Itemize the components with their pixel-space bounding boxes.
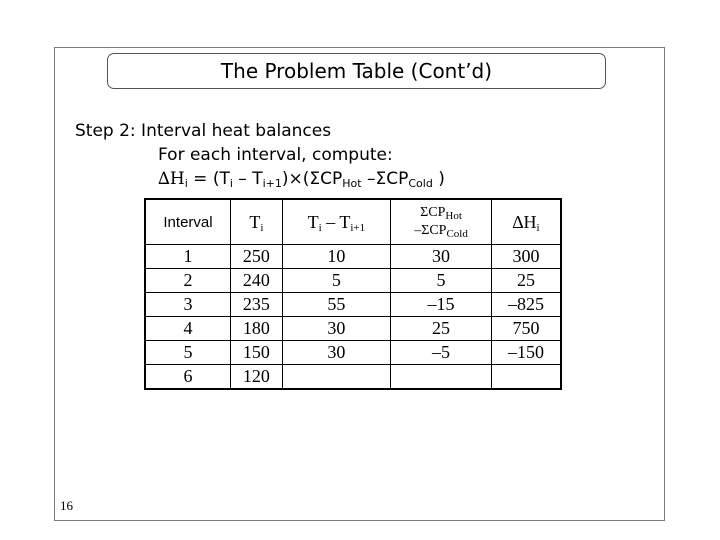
cell-sum-cp: 25 (390, 317, 491, 341)
header-diff-base1: T (307, 211, 319, 232)
cell-sum-cp (390, 365, 491, 390)
cell-interval: 5 (145, 341, 231, 365)
formula-eq-open: = (T (187, 169, 230, 189)
header-sum-line2-base: –ΣCP (414, 223, 447, 238)
header-interval: Interval (145, 199, 231, 245)
header-ti-base: T (249, 211, 261, 232)
formula-cold-sub: Cold (408, 177, 433, 190)
table-row (145, 293, 561, 317)
cell-diff: 5 (282, 269, 390, 293)
header-delta-h (492, 199, 561, 245)
step-heading: Step 2: Interval heat balances (75, 121, 332, 141)
header-diff (282, 199, 390, 245)
header-ti (231, 199, 283, 245)
slide-number: 16 (60, 498, 73, 513)
cell-sum-cp: –5 (390, 341, 491, 365)
cell-ti: 150 (231, 341, 283, 365)
cell-ti: 250 (231, 245, 283, 269)
header-dh-sub: i (536, 221, 540, 234)
formula-times-sigma: )×(ΣCP (281, 169, 343, 189)
cell-diff: 10 (282, 245, 390, 269)
cell-delta-h: 300 (492, 245, 561, 269)
slide-title (107, 53, 606, 89)
table-header-row (145, 199, 561, 245)
cell-ti: 235 (231, 293, 283, 317)
formula-minus-sigma: –ΣCP (361, 169, 409, 189)
cell-delta-h (492, 365, 561, 390)
slide-title-text: The Problem Table (Cont’d) (220, 59, 493, 83)
cell-diff: 30 (282, 317, 390, 341)
header-sum-line1-base: ΣCP (420, 205, 446, 220)
header-diff-sub1: i (318, 221, 322, 234)
cell-delta-h: –150 (492, 341, 561, 365)
cell-delta-h: 25 (492, 269, 561, 293)
header-sum-line1-sub: Hot (445, 210, 462, 222)
cell-interval: 1 (145, 245, 231, 269)
formula (75, 167, 445, 191)
cell-sum-cp: –15 (390, 293, 491, 317)
formula-minus-t: – T (232, 169, 263, 189)
table-row (145, 317, 561, 341)
header-ti-sub: i (260, 221, 264, 234)
cell-ti: 120 (231, 365, 283, 390)
cell-ti: 240 (231, 269, 283, 293)
header-dh-base: ∆H (512, 211, 537, 232)
cell-sum-cp: 30 (390, 245, 491, 269)
formula-ti-sub: i (229, 177, 233, 190)
table-row (145, 365, 561, 390)
header-diff-sub2: i+1 (350, 221, 366, 234)
cell-interval: 2 (145, 269, 231, 293)
formula-ti1-sub: i+1 (262, 177, 282, 190)
cell-sum-cp: 5 (390, 269, 491, 293)
cell-diff: 55 (282, 293, 390, 317)
body-text (75, 119, 445, 191)
formula-lhs: ∆H (158, 169, 185, 189)
cell-interval: 6 (145, 365, 231, 390)
cell-delta-h: 750 (492, 317, 561, 341)
cell-interval: 3 (145, 293, 231, 317)
formula-close: ) (432, 169, 445, 189)
header-sum-line1 (391, 204, 491, 222)
formula-hot-sub: Hot (342, 177, 362, 190)
cell-diff: 30 (282, 341, 390, 365)
problem-table (144, 198, 562, 390)
cell-interval: 4 (145, 317, 231, 341)
table-row (145, 341, 561, 365)
cell-delta-h: –825 (492, 293, 561, 317)
formula-lhs-sub: i (184, 177, 188, 190)
cell-diff (282, 365, 390, 390)
header-sum-line2-sub: Cold (446, 228, 468, 240)
header-sum-line2 (391, 222, 491, 240)
cell-ti: 180 (231, 317, 283, 341)
instruction-text: For each interval, compute: (158, 145, 393, 165)
table-row (145, 245, 561, 269)
header-sum-cp (390, 199, 491, 245)
header-diff-mid: – T (321, 211, 351, 232)
table-row (145, 269, 561, 293)
